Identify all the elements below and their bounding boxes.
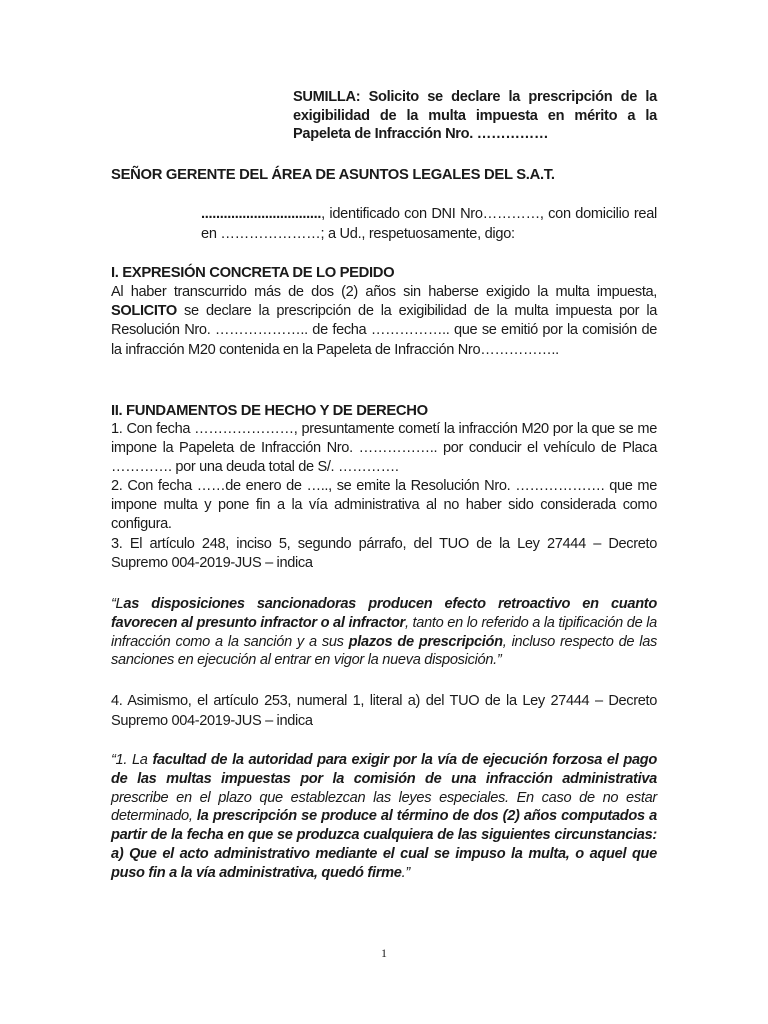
sumilla: SUMILLA: Solicito se declare la prescripción de la exigibilidad de la multa impuesta en mérito a la Papeleta de Infracción Nro. …………… [293,89,657,143]
quote2-bold-a: facultad de la autoridad para exigir por la vía de ejecución forzosa el pago de las multas impuestas por la comisión de una infracción administrativa [111,752,657,787]
quote2-text-a: prescribe en el plazo que establezcan las leyes especiales. En caso de no estar determinado, [111,789,657,825]
quote1-bold-b: plazos de prescripción [348,633,503,650]
quote1-open: “L [111,596,124,612]
quote2-close: .” [401,864,410,881]
section1-text-a: Al haber transcurrido más de dos (2) años sin haberse exigido la multa impuesta, [111,284,657,300]
section1-paragraph [111,283,657,360]
quote1-text-a: , tanto en lo referido a la tipificación de la infracción como a la sanción y a sus [111,614,657,650]
name-placeholder: ................................ [201,206,322,222]
section1-heading: I. EXPRESIÓN CONCRETA DE LO PEDIDO [111,265,395,281]
quote-2 [111,751,657,883]
quote2-bold-b: la prescripción se produce al término de dos (2) años computados a partir de la fecha en que se produzca cualquiera de las siguientes circunstancias: a) Que el acto administrativo mediante el cual se impuso la multa, o aquel que puso fin a la vía administrativa, quedó firme [111,808,657,881]
intro-paragraph [201,205,657,244]
intro-text: , identificado con DNI Nro…………, con domicilio real en …………………; a Ud., respetuosamente, digo: [201,206,657,242]
quote2-open: “1. La [111,752,153,768]
solicito-word: SOLICITO [111,303,177,320]
item-3: 3. El artículo 248, inciso 5, segundo párrafo, del TUO de la Ley 27444 – Decreto Supremo 004-2019-JUS – indica [111,536,657,571]
item-2: 2. Con fecha ……de enero de ….., se emite la Resolución Nro. ………………. que me impone multa y pone fin a la vía administrativa al no haber sido considerada como configura. [111,478,657,532]
item-4: 4. Asimismo, el artículo 253, numeral 1, literal a) del TUO de la Ley 27444 – Decreto Supremo 004-2019-JUS – indica [111,693,657,729]
quote1-text-b: , incluso respecto de las sanciones en ejecución al entrar en vigor la nueva disposición.” [111,633,658,669]
section1-text-b: se declare la prescripción de la exigibilidad de la multa impuesta por la Resolución Nro. ……………….. de fecha …………….. que se emitió por la comisión de la infracción M20 contenida en la Papeleta de Infracción Nro…………….. [111,303,657,358]
section2-heading: II. FUNDAMENTOS DE HECHO Y DE DERECHO [111,403,428,419]
quote-1 [111,595,657,670]
page-number: 1 [381,946,387,960]
addressee: SEÑOR GERENTE DEL ÁREA DE ASUNTOS LEGALES DEL S.A.T. [111,167,555,183]
quote1-bold-a: as disposiciones sancionadoras producen efecto retroactivo en cuanto favorecen al presunto infractor o al infractor [111,596,657,631]
item-1: 1. Con fecha …………………, presuntamente cometí la infracción M20 por la que se me impone la Papeleta de Infracción Nro. …………….. por conducir el vehículo de Placa …………. por una deuda total de S/. …………. [111,421,657,475]
